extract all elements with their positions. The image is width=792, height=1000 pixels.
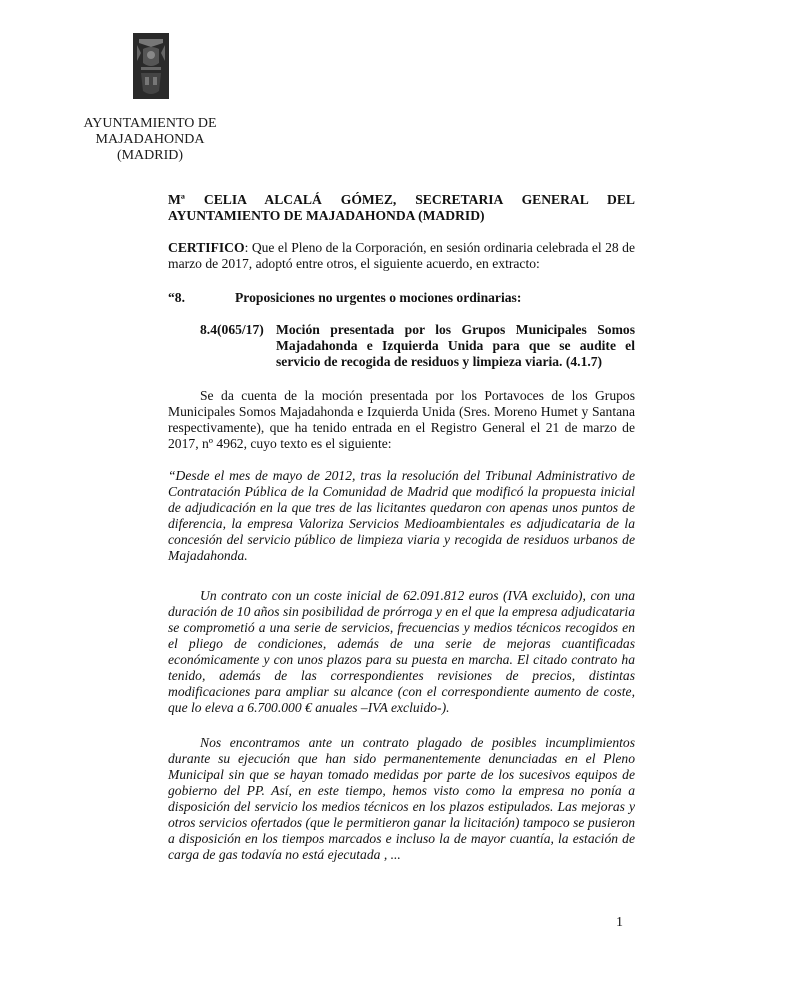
org-line-2: MAJADAHONDA: [95, 132, 205, 147]
coat-of-arms-icon: [133, 33, 169, 99]
organization-name: [70, 116, 230, 164]
section-title: Proposiciones no urgentes o mociones ordinarias:: [235, 290, 522, 305]
intro-paragraph: Se da cuenta de la moción presentada por los Portavoces de los Grupos Municipales Somos Majadahonda e Izquierda Unida (Sres. Moreno Humet y Santana respectivamente), que ha tenido entrada en el Registro General el 21 de marzo de 2017, nº 4962, cuyo texto es el siguiente:: [168, 388, 635, 451]
section-heading: [168, 290, 635, 308]
page-number: 1: [616, 915, 623, 930]
section-number: “8.: [168, 290, 185, 305]
document-title: Mª CELIA ALCALÁ GÓMEZ, SECRETARIA GENERAL DEL AYUNTAMIENTO DE MAJADAHONDA (MADRID): [168, 192, 635, 223]
org-line-1: AYUNTAMIENTO DE: [83, 116, 217, 131]
certifico-paragraph: [168, 240, 635, 272]
motion-title: Moción presentada por los Grupos Municipales Somos Majadahonda e Izquierda Unida para que se audite el servicio de recogida de residuos y limpieza viaria. (4.1.7): [276, 322, 635, 369]
org-line-3: (MADRID): [116, 148, 184, 163]
quote-paragraph-3: Nos encontramos ante un contrato plagado de posibles incumplimientos durante su ejecución que han sido permanentemente denunciadas en el Pleno Municipal sin que se hayan tomado medidas por parte de los sucesivos equipos de gobierno del PP. Así, en este tiempo, hemos visto como la empresa no ponía a disposición del servicio los medios técnicos en los plazos estipulados. Las mejoras y otros servicios ofertados (que le permitieron ganar la licitación) tampoco se pusieron a disposición en los tiempos marcados e incluso la de mayor cuantía, la estación de carga de gas todavía no está ejecutada , ...: [168, 735, 635, 862]
quote-paragraph-2: Un contrato con un coste inicial de 62.091.812 euros (IVA excluido), con una duración de 10 años sin posibilidad de prórroga y en el que la empresa adjudicataria se comprometió a una serie de servicios, frecuencias y medios técnicos recogidos en el pliego de condiciones, además de una serie de mejoras cuantificadas económicamente y con unos plazos para su puesta en marcha. El citado contrato ha tenido, además de las correspondientes revisiones de precios, distintas modificaciones para ampliar su alcance (con el correspondiente aumento de coste, que lo eleva a 6.700.000 € anuales –IVA excluido-).: [168, 588, 635, 715]
motion-number: 8.4(065/17): [200, 322, 264, 337]
certifico-label: CERTIFICO: [168, 240, 245, 255]
quote-paragraph-1: “Desde el mes de mayo de 2012, tras la resolución del Tribunal Administrativo de Contratación Pública de la Comunidad de Madrid que modificó la propuesta inicial de adjudicación en la que tres de las licitantes quedaron con apenas unos puntos de diferencia, la empresa Valoriza Servicios Medioambientales es adjudicataria de la concesión del servicio público de limpieza viaria y recogida de residuos urbanos de Majadahonda.: [168, 468, 635, 563]
certifico-text: : Que el Pleno de la Corporación, en sesión ordinaria celebrada el 28 de marzo de 2017, adoptó entre otros, el siguiente acuerdo, en extracto:: [168, 240, 635, 271]
